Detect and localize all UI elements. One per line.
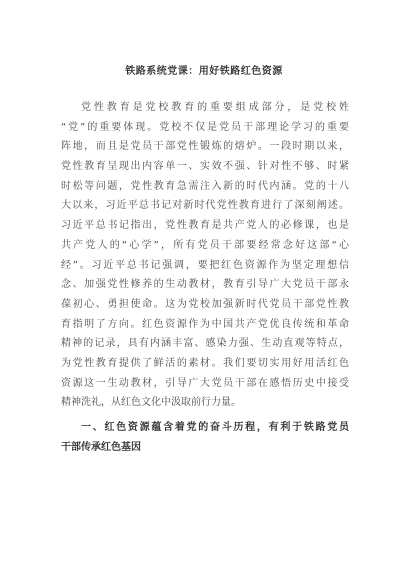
paragraph-line: 习近平总书记指出，党性教育是共产党人的必修课，也是 (61, 220, 349, 232)
paragraph-line: 党性教育呈现出内容单一、实效不强、针对性不够、时紧 (61, 161, 349, 173)
paragraph-line: 党性教育是党校教育的重要组成部分，是党校姓 (81, 102, 349, 113)
document-title: 铁路系统党课：用好铁路红色资源 (125, 66, 283, 77)
paragraph-line: 育指明了方向。红色资源作为中国共产党优良传统和革命 (61, 318, 349, 330)
paragraph-line: 念、加强党性修养的生动教材，教育引导广大党员干部永 (61, 279, 349, 291)
paragraph-line: 大以来，习近平总书记对新时代党性教育进行了深刻阐述。 (61, 200, 349, 212)
paragraph-line: 精神的记录，具有内涵丰富、感染力强、生动直观等特点， (61, 338, 349, 350)
body-paragraph (61, 98, 349, 413)
paragraph-line: 为党性教育提供了鲜活的素材。我们要切实用好用活红色 (61, 357, 349, 369)
paragraph-line: 资源这一生动教材，引导广大党员干部在感悟历史中接受 (61, 377, 349, 389)
paragraph-line: “党”的重要体现。党校不仅是党员干部理论学习的重要 (61, 121, 349, 133)
paragraph-line: 经”。习近平总书记强调，要把红色资源作为坚定理想信 (61, 259, 349, 271)
section-heading-line: 一、红色资源蕴含着党的奋斗历程，有利于铁路党员 (81, 422, 349, 433)
paragraph-line: 共产党人的“心学”，所有党员干部要经常念好这部“心 (61, 239, 349, 251)
paragraph-line: 精神洗礼，从红色文化中汲取前行力量。 (61, 397, 241, 409)
paragraph-line: 阵地，而且是党员干部党性锻炼的熔炉。一段时期以来， (61, 141, 349, 153)
section-heading (61, 418, 349, 457)
section-heading-line: 干部传承红色基因 (61, 441, 141, 453)
paragraph-line: 时松等问题，党性教育急需注入新的时代内涵。党的十八 (61, 180, 349, 192)
paragraph-line: 葆初心、勇担使命。这为党校加强新时代党员干部党性教 (61, 298, 349, 310)
